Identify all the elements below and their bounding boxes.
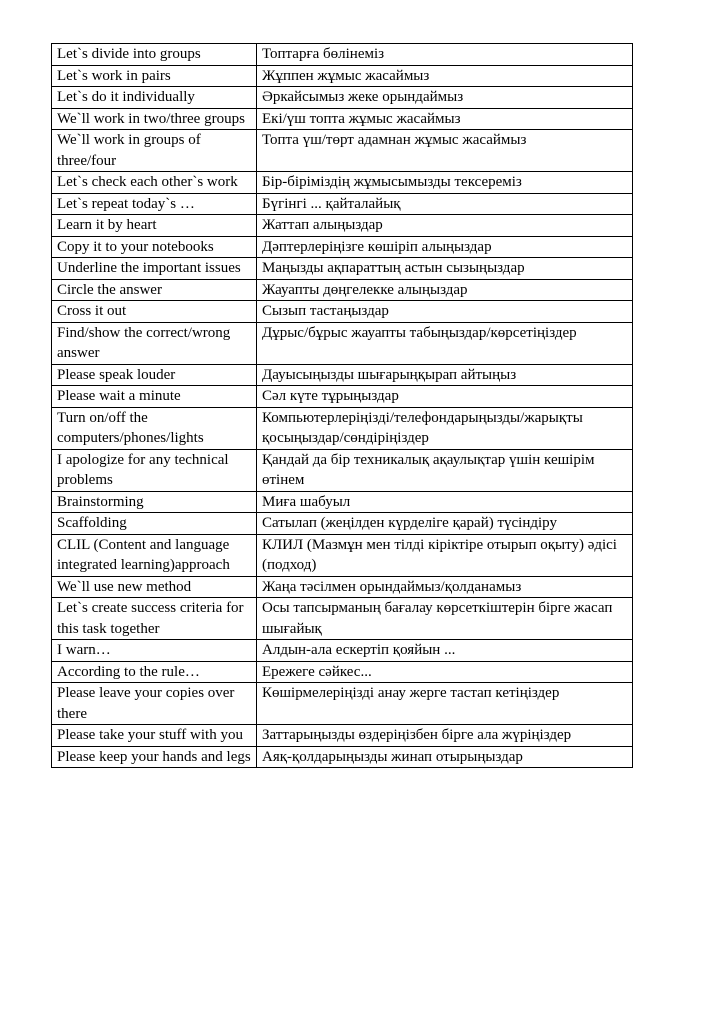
kazakh-translation: Жауапты дөңгелекке алыңыздар: [257, 279, 633, 301]
table-row: [52, 407, 633, 449]
kazakh-translation: Жұппен жұмыс жасаймыз: [257, 65, 633, 87]
english-phrase: Brainstorming: [52, 491, 257, 513]
kazakh-translation: Дауысыңызды шығарыңқырап айтыңыз: [257, 364, 633, 386]
kazakh-translation: Миға шабуыл: [257, 491, 633, 513]
kazakh-translation: Әркайсымыз жеке орындаймыз: [257, 87, 633, 109]
table-row: [52, 746, 633, 768]
kazakh-translation: Компьютерлеріңізді/телефондарыңызды/жарықты қосыңыздар/сөндіріңіздер: [257, 407, 633, 449]
kazakh-translation: Жаңа тәсілмен орындаймыз/қолданамыз: [257, 576, 633, 598]
english-phrase: Let`s create success criteria for this task together: [52, 598, 257, 640]
english-phrase: Please wait a minute: [52, 386, 257, 408]
english-phrase: We`ll work in groups of three/four: [52, 130, 257, 172]
english-phrase: CLIL (Content and language integrated learning)approach: [52, 534, 257, 576]
table-row: [52, 513, 633, 535]
kazakh-translation: Дұрыс/бұрыс жауапты табыңыздар/көрсетіңіздер: [257, 322, 633, 364]
english-phrase: Let`s do it individually: [52, 87, 257, 109]
table-row: [52, 301, 633, 323]
kazakh-translation: КЛИЛ (Мазмұн мен тілді кіріктіре отырып оқыту) әдісі (подход): [257, 534, 633, 576]
english-phrase: Please keep your hands and legs: [52, 746, 257, 768]
english-phrase: Learn it by heart: [52, 215, 257, 237]
kazakh-translation: Осы тапсырманың бағалау көрсеткіштерін бірге жасап шығайық: [257, 598, 633, 640]
table-row: [52, 44, 633, 66]
english-phrase: Find/show the correct/wrong answer: [52, 322, 257, 364]
table-row: [52, 449, 633, 491]
english-phrase: I apologize for any technical problems: [52, 449, 257, 491]
table-row: [52, 322, 633, 364]
table-row: [52, 258, 633, 280]
table-row: [52, 65, 633, 87]
english-phrase: Let`s repeat today`s …: [52, 193, 257, 215]
kazakh-translation: Бір-біріміздің жұмысымызды тексереміз: [257, 172, 633, 194]
kazakh-translation: Топта үш/төрт адамнан жұмыс жасаймыз: [257, 130, 633, 172]
kazakh-translation: Алдын-ала ескертіп қояйын ...: [257, 640, 633, 662]
table-row: [52, 130, 633, 172]
english-phrase: Cross it out: [52, 301, 257, 323]
kazakh-translation: Жаттап алыңыздар: [257, 215, 633, 237]
table-row: [52, 172, 633, 194]
kazakh-translation: Маңызды ақпараттың астын сызыңыздар: [257, 258, 633, 280]
english-phrase: I warn…: [52, 640, 257, 662]
table-row: [52, 87, 633, 109]
table-row: [52, 108, 633, 130]
kazakh-translation: Заттарыңызды өздеріңізбен бірге ала жүріңіздер: [257, 725, 633, 747]
table-row: [52, 386, 633, 408]
table-row: [52, 534, 633, 576]
kazakh-translation: Қандай да бір техникалық ақаулықтар үшін кешірім өтінем: [257, 449, 633, 491]
kazakh-translation: Көшірмелеріңізді анау жерге тастап кетіңіздер: [257, 683, 633, 725]
table-row: [52, 491, 633, 513]
english-phrase: Scaffolding: [52, 513, 257, 535]
english-phrase: Turn on/off the computers/phones/lights: [52, 407, 257, 449]
kazakh-translation: Дәптерлеріңізге көшіріп алыңыздар: [257, 236, 633, 258]
table-row: [52, 598, 633, 640]
table-row: [52, 683, 633, 725]
english-phrase: Underline the important issues: [52, 258, 257, 280]
kazakh-translation: Бүгінгі ... қайталайық: [257, 193, 633, 215]
kazakh-translation: Аяқ-қолдарыңызды жинап отырыңыздар: [257, 746, 633, 768]
english-phrase: According to the rule…: [52, 661, 257, 683]
english-phrase: We`ll work in two/three groups: [52, 108, 257, 130]
table-row: [52, 236, 633, 258]
english-phrase: Let`s work in pairs: [52, 65, 257, 87]
table-row: [52, 661, 633, 683]
table-row: [52, 364, 633, 386]
kazakh-translation: Сатылап (жеңілден күрделіге қарай) түсіндіру: [257, 513, 633, 535]
table-row: [52, 576, 633, 598]
kazakh-translation: Топтарға бөлінеміз: [257, 44, 633, 66]
english-phrase: Let`s check each other`s work: [52, 172, 257, 194]
english-phrase: Please speak louder: [52, 364, 257, 386]
phrase-table-body: [52, 44, 633, 768]
table-row: [52, 725, 633, 747]
english-phrase: Circle the answer: [52, 279, 257, 301]
table-row: [52, 279, 633, 301]
table-row: [52, 193, 633, 215]
english-phrase: Please take your stuff with you: [52, 725, 257, 747]
english-phrase: Copy it to your notebooks: [52, 236, 257, 258]
kazakh-translation: Екі/үш топта жұмыс жасаймыз: [257, 108, 633, 130]
table-row: [52, 215, 633, 237]
kazakh-translation: Ережеге сәйкес...: [257, 661, 633, 683]
phrase-table: [51, 43, 633, 768]
kazakh-translation: Сәл күте тұрыңыздар: [257, 386, 633, 408]
kazakh-translation: Сызып тастаңыздар: [257, 301, 633, 323]
english-phrase: We`ll use new method: [52, 576, 257, 598]
table-row: [52, 640, 633, 662]
english-phrase: Please leave your copies over there: [52, 683, 257, 725]
english-phrase: Let`s divide into groups: [52, 44, 257, 66]
